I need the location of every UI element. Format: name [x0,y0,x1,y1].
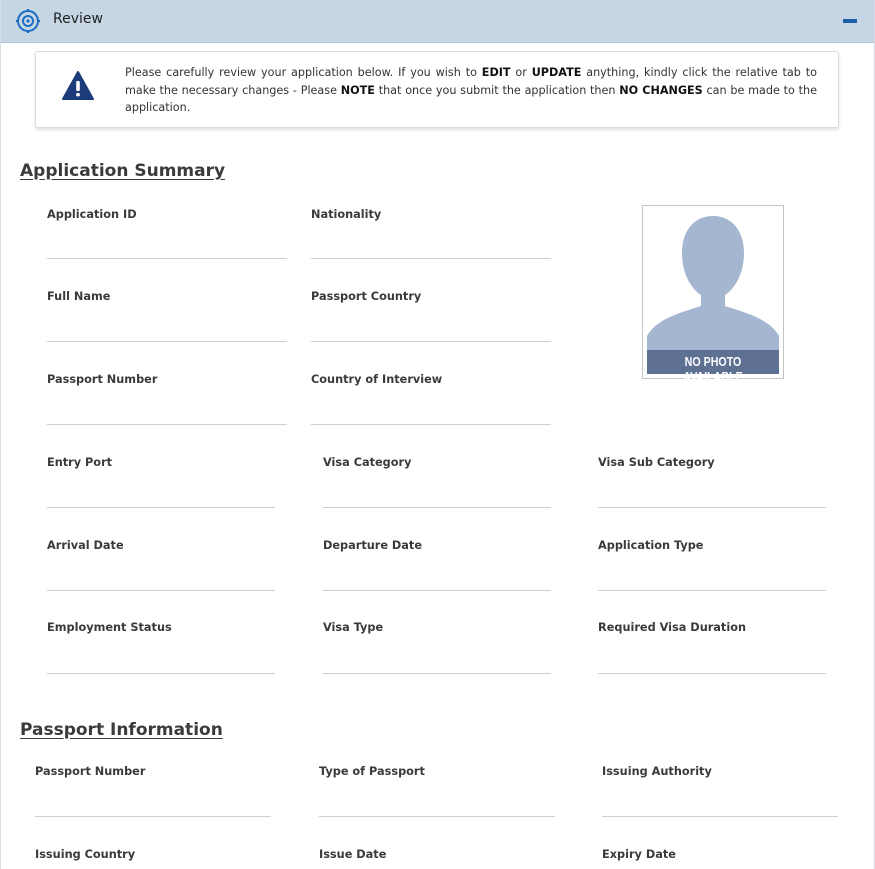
label-passport-number: Passport Number [47,373,158,386]
value-visa-sub-category [598,507,826,508]
value-visa-type [323,673,551,674]
notice-emphasis: NO CHANGES [619,83,703,97]
application-summary-heading: Application Summary [20,161,226,181]
review-notice [35,51,839,128]
label-issuing-country: Issuing Country [35,848,136,861]
label-visa-type: Visa Type [323,621,384,634]
label-passport-country: Passport Country [311,290,422,303]
notice-text: or [510,66,532,79]
label-arrival-date: Arrival Date [47,539,124,552]
value-passport-info-number [35,816,271,817]
value-passport-number [47,424,287,425]
label-departure-date: Departure Date [323,539,422,552]
label-visa-category: Visa Category [323,456,412,469]
notice-emphasis: NOTE [340,83,375,97]
value-required-visa-duration [598,673,826,674]
notice-text: that once you submit the application then [374,83,620,97]
label-expiry-date: Expiry Date [602,848,676,861]
label-passport-info-number: Passport Number [35,765,146,778]
warning-icon [61,70,95,102]
applicant-photo-placeholder [642,205,784,384]
value-country-of-interview [311,424,551,425]
value-application-id [47,258,287,259]
notice-emphasis: UPDATE [531,66,582,79]
no-photo-caption: NO PHOTO AVAILABLE [683,354,743,384]
value-application-type [598,590,826,591]
notice-emphasis: EDIT [481,66,511,79]
value-departure-date [323,590,551,591]
label-entry-port: Entry Port [47,456,113,469]
label-required-visa-duration: Required Visa Duration [598,621,747,634]
person-silhouette-icon [643,206,783,378]
value-entry-port [47,507,275,508]
value-issuing-authority [602,816,838,817]
label-visa-sub-category: Visa Sub Category [598,456,715,469]
notice-text: anything, kindly click the relative tab to make the necessary changes - Please [125,66,817,97]
label-application-type: Application Type [598,539,704,552]
label-type-of-passport: Type of Passport [319,765,425,778]
review-header[interactable] [1,0,874,43]
label-issue-date: Issue Date [319,848,387,861]
review-target-icon [15,8,41,34]
label-employment-status: Employment Status [47,621,172,634]
label-application-id: Application ID [47,208,137,221]
value-passport-country [311,341,551,342]
minus-icon[interactable] [843,19,857,23]
label-nationality: Nationality [311,208,382,221]
notice-text: Please carefully review your application below. If you wish to [125,66,482,79]
notice-text: can be made to the application. [125,83,818,114]
value-visa-category [323,507,551,508]
notice-message [125,64,817,117]
panel-title: Review [53,11,103,27]
label-issuing-authority: Issuing Authority [602,765,712,778]
label-full-name: Full Name [47,290,111,303]
passport-information-heading: Passport Information [20,720,223,740]
label-country-of-interview: Country of Interview [311,373,443,386]
value-type-of-passport [319,816,555,817]
value-nationality [311,258,551,259]
value-employment-status [47,673,275,674]
value-arrival-date [47,590,275,591]
value-full-name [47,341,287,342]
